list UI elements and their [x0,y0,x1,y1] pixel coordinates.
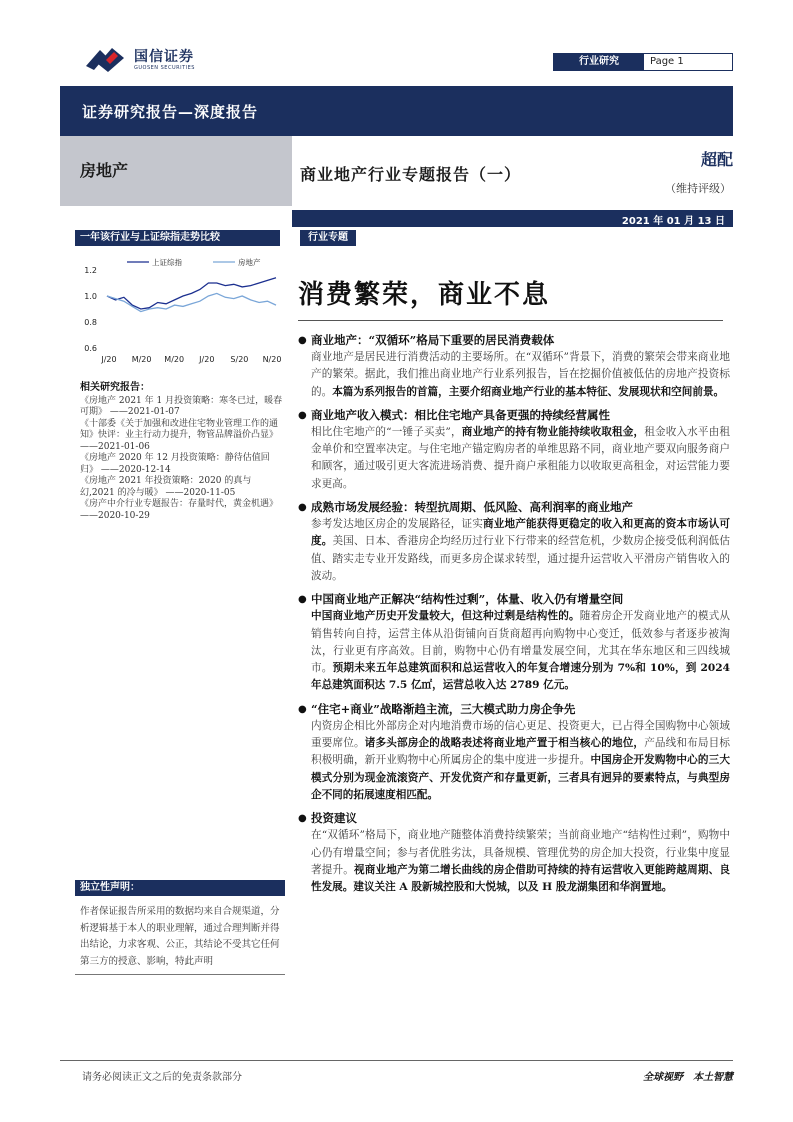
rating: 超配 [700,150,733,169]
company-logo [82,42,212,78]
footer-disclaimer: 请务必阅读正文之后的免责条款部分 [82,1072,242,1083]
report-type: 证券研究报告—深度报告 [82,103,259,121]
y-tick-label: 0.8 [84,318,97,327]
x-tick-label: N/20 [262,355,282,364]
x-tick-label: J/20 [199,355,215,364]
page-number: Page 1 [650,56,684,67]
section-heading: ● “住宅+商业”战略渐趋主流，三大模式助力房企争先 [298,701,730,718]
summary-section [298,499,730,585]
y-tick-label: 0.6 [84,344,97,353]
related-item[interactable]: 《房地产 2020 年 12 月投资策略：静待估值回归》 ——2020-12-14 [80,453,270,475]
section-text: 内资房企相比外部房企对内地消费市场的信心更足、投资更大，已占得全国购物中心领域重要席位。诸多头部房企的战略表述将商业地产置于相当核心的地位，产品线和布局目标积极明确，新开业购物中心所属房企的集中度进一步提升。中国房企开发购物中心的三大模式分别为现金流滚资产、开发优资产和存量更新，三者具有迥异的要素特点，与典型房企不同的拓展速度相匹配。 [311,719,731,801]
rating-note: （维持评级） [665,182,731,195]
x-tick-label: M/20 [131,355,152,364]
report-summary [298,332,730,902]
x-tick-label: J/20 [101,355,117,364]
headline: 消费繁荣，商业不息 [298,280,551,310]
summary-section [298,810,730,896]
statement-heading: 独立性声明： [75,880,285,896]
section-heading: ● 商业地产：“双循环”格局下重要的居民消费载体 [298,332,730,349]
statement-body: 作者保证报告所采用的数据均来自合规渠道，分析逻辑基于本人的职业理解，通过合理判断并得出结论，力求客观、公正，其结论不受其它任何第三方的授意、影响，特此声明 [80,906,280,967]
summary-section [298,591,730,694]
page-indicator [553,53,733,71]
headline-divider [298,320,723,321]
report-date: 2021 年 01 月 13 日 [621,216,725,227]
report-title: 商业地产行业专题报告（一） [300,165,522,184]
industry-name: 房地产 [80,161,129,180]
y-tick-label: 1.0 [84,292,97,301]
summary-section [298,332,730,401]
guosen-logo-icon [82,44,128,74]
trend-chart [75,250,285,368]
chart-heading: 一年该行业与上证综指走势比较 [75,230,280,246]
footer [60,1060,733,1083]
related-reports [80,382,285,522]
header-band [60,86,733,136]
related-item[interactable]: 《十部委《关于加强和改进住宅物业管理工作的通知》快评：业主行动力提升，物管品牌溢价凸显》 ——2021-01-06 [80,418,279,452]
section-heading: ● 投资建议 [298,810,730,827]
related-item[interactable]: 《房产中介行业专题报告：存量时代，黄金机遇》 ——2020-10-29 [80,499,279,521]
x-tick-label: M/20 [164,355,185,364]
section-heading: ● 中国商业地产正解决“结构性过剩”，体量、收入仍有增量空间 [298,591,730,608]
independence-statement [75,880,285,975]
date-bar [292,210,733,227]
related-item[interactable]: 《房地产 2021 年 1 月投资策略：寒冬已过，暖春可期》 ——2021-01-07 [80,395,283,417]
legend-label: 房地产 [238,258,261,267]
summary-section [298,701,730,804]
legend-label: 上证综指 [152,258,182,267]
related-heading: 相关研究报告： [80,382,150,393]
related-item[interactable]: 《房地产 2021 年投资策略：2020 的真与幻,2021 的冷与暖》 ——2020-11-05 [80,476,252,498]
topic-tag: 行业专题 [300,230,356,246]
statement-divider [75,974,285,975]
section-text: 中国商业地产历史开发量较大，但这种过剩是结构性的。随着房企开发商业地产的模式从销售转向自持，运营主体从沿街铺向百货商超再向购物中心变迁，低效参与者逐步被淘汰，行业更有序高效。目前，购物中心仍有增量发展空间，尤其在华东地区和三四线城市。预期未来五年总建筑面积和总运营收入的年复合增速分别为 7%和 10%，到 2024 年总建筑面积达 7.5 亿㎡，运营总收入达 2789 亿元。 [311,610,730,692]
y-tick-label: 1.2 [84,266,97,275]
logo-chinese: 国信证券 [134,49,194,65]
series-line [107,293,276,311]
section-text: 参考发达地区房企的发展路径，证实商业地产能获得更稳定的收入和更高的资本市场认可度。美国、日本、香港房企均经历过行业下行带来的经营危机，少数房企接受低利润低估值、踏实走专业开发路线，而更多房企谋求转型，通过提升运营收入平滑房产销售收入的波动。 [311,518,731,582]
section-heading: ● 成熟市场发展经验：转型抗周期、低风险、高利润率的商业地产 [298,499,730,516]
summary-section [298,407,730,493]
section-text: 在“双循环”格局下，商业地产随整体消费持续繁荣；当前商业地产“结构性过剩”，购物中心仍有增量空间；参与者优胜劣汰，具备规模、管理优势的房企加大投资，行业集中度显著提升。视商业地产为第二增长曲线的房企借助可持续的持有运营收入更能跨越周期、良性发展。建议关注 A 股新城控股和大悦城，以及 H 股龙湖集团和华润置地。 [311,829,731,894]
section-text: 商业地产是居民进行消费活动的主要场所。在“双循环”背景下，消费的繁荣会带来商业地产的繁荣。据此，我们推出商业地产行业系列报告，旨在挖掘价值被低估的房地产投资标的。本篇为系列报告的首篇，主要介绍商业地产行业的基本特征、发展现状和空间前景。 [311,351,730,398]
logo-english: GUOSEN SECURITIES [134,65,195,71]
industry-box [60,136,292,206]
x-tick-label: S/20 [230,355,249,364]
section-text: 相比住宅地产的“一锤子买卖”，商业地产的持有物业能持续收取租金，租金收入水平由租金单价和空置率决定。与住宅地产锚定购房者的单维思路不同，商业地产要双向服务商户和顾客，通过吸引更大客流进场消费、提升商户承租能力以收取更高租金，对运营能力要求更高。 [311,425,730,490]
section-heading: ● 商业地产收入模式：相比住宅地产具备更强的持续经营属性 [298,407,730,424]
footer-slogan: 全球视野 本土智慧 [643,1072,733,1083]
report-category: 行业研究 [554,54,644,70]
